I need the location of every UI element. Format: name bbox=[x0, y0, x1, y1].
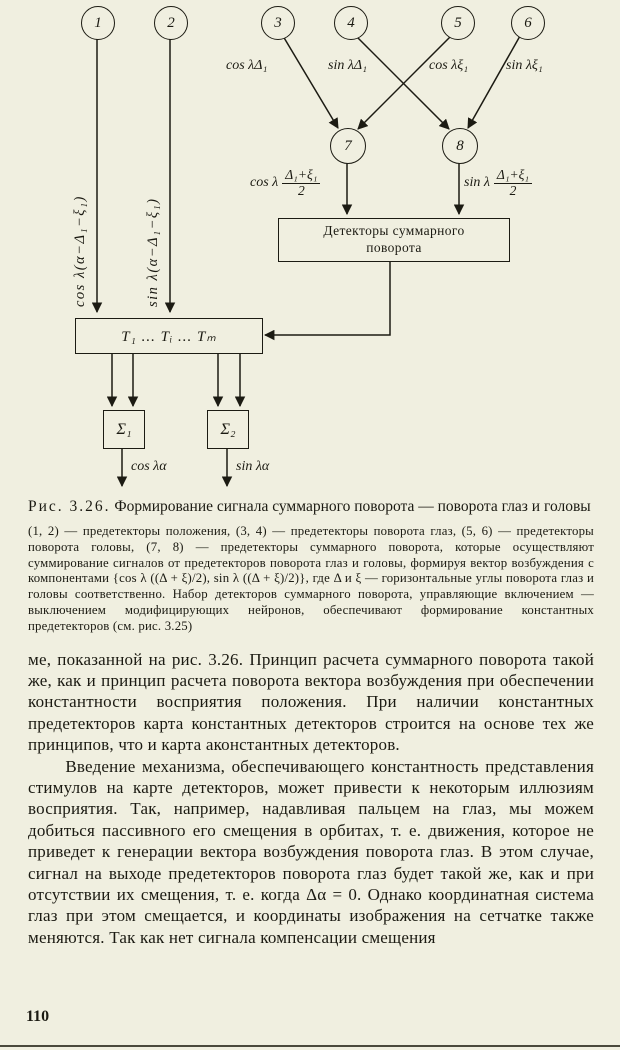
predetector-node-1: 1 bbox=[81, 6, 115, 40]
fraction-denominator: 2 bbox=[297, 182, 305, 198]
figure-caption-legend: (1, 2) — предетекторы положения, (3, 4) — предетекторы поворота глаз, (5, 6) — предетекторы поворота головы, (7, 8) — предетекторы суммарного поворота, которые осуществляют суммирование сигналов от предетекторов поворота глаз и головы, формируя вектор возбуждения с компонентами {cos λ ((Δ + ξ)/2), sin λ ((Δ + ξ)/2)}, где Δ и ξ — горизонтальные углы поворота глаз и головы соответственно. Набор детекторов суммарного поворота, управляющие включением — выключением модифицирующих нейронов, обеспечивают формирование константных предетекторов (см. рис. 3.25) bbox=[28, 524, 594, 633]
summary-fraction bbox=[282, 168, 320, 199]
detectors-box-line2: поворота bbox=[366, 240, 422, 255]
head-turn-sin-label: sin λξ₁ bbox=[506, 58, 543, 73]
fraction-denominator: 2 bbox=[509, 182, 517, 198]
sigma1-box: Σ₁ bbox=[103, 410, 145, 449]
summary-cos-label bbox=[250, 168, 320, 199]
summary-cos-prefix: cos λ bbox=[250, 175, 279, 191]
predetector-node-6: 6 bbox=[511, 6, 545, 40]
summary-sin-label bbox=[464, 168, 532, 199]
output-sin-label: sin λα bbox=[236, 459, 270, 474]
page-edge-line bbox=[0, 1045, 620, 1047]
predetector-node-5: 5 bbox=[441, 6, 475, 40]
body-paragraph-1: ме, показанной на рис. 3.26. Принцип расчета суммарного поворота такой же, как и принцип расчета поворота вектора возбуждения при обеспечении константности восприятия положения. При наличии константных предетекторов карта константных детекторов строится на основе тех же принципов, что и карта аконстантных детекторов. bbox=[28, 649, 594, 755]
figure-caption-title bbox=[28, 497, 594, 516]
summary-sin-prefix: sin λ bbox=[464, 175, 490, 191]
t-detectors-box: T₁ ... Tᵢ ... Tₘ bbox=[75, 318, 263, 354]
output-cos-label: cos λα bbox=[131, 459, 167, 474]
page-number: 110 bbox=[26, 1008, 50, 1025]
page-text-column bbox=[28, 497, 594, 948]
body-text bbox=[28, 649, 594, 949]
predetector-node-7: 7 bbox=[330, 128, 366, 164]
predetector-node-8: 8 bbox=[442, 128, 478, 164]
predetector-node-2: 2 bbox=[154, 6, 188, 40]
predetector-node-4: 4 bbox=[334, 6, 368, 40]
sigma2-box: Σ₂ bbox=[207, 410, 249, 449]
eye-turn-sin-label: sin λΔ₁ bbox=[328, 58, 367, 73]
head-turn-cos-label: cos λξ₁ bbox=[429, 58, 469, 73]
figure-3-26-diagram bbox=[0, 0, 620, 500]
summary-fraction bbox=[494, 168, 532, 199]
fraction-numerator: Δ₁+ξ₁ bbox=[494, 168, 532, 184]
detectors-box-line1: Детекторы суммарного bbox=[323, 223, 465, 239]
eye-turn-cos-label: cos λΔ₁ bbox=[226, 58, 268, 73]
summary-turn-detectors-box bbox=[278, 218, 510, 262]
input-signal-cos-label: cos λ(α−Δ₁−ξ₁) bbox=[72, 195, 88, 307]
predetector-node-3: 3 bbox=[261, 6, 295, 40]
fraction-numerator: Δ₁+ξ₁ bbox=[282, 168, 320, 184]
figure-number-label: Рис. 3.26. bbox=[28, 498, 111, 515]
figure-caption-text: Формирование сигнала суммарного поворота — поворота глаз и головы bbox=[114, 498, 591, 515]
body-paragraph-2: Введение механизма, обеспечивающего константность представления стимулов на карте детекторов, может привести к некоторым иллюзиям восприятия. Так, например, надавливая пальцем на глаз, мы можем добиться пассивного его смещения в орбитах, т. е. движения, которое не приведет к генерации вектора возбуждения поворота глаз. В этом случае, сигнал на выходе предетекторов поворота глаз будет такой же, как и при отсутствии их смещения, т. е. когда Δα = 0. Однако координатная система глаз при этом смещается, и координаты изображения на сетчатке также меняются. Так как нет сигнала компенсации смещения bbox=[28, 756, 594, 947]
input-signal-sin-label: sin λ(α−Δ₁−ξ₁) bbox=[145, 197, 161, 307]
